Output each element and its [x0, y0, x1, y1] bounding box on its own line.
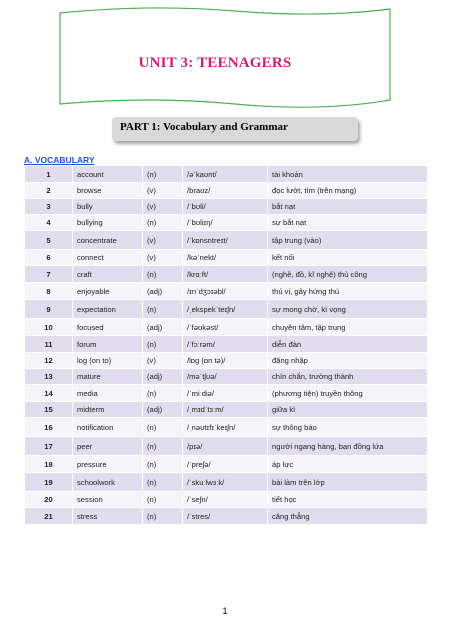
table-row: [25, 166, 428, 183]
meaning: người ngang hàng, bạn đồng lứa: [268, 437, 428, 456]
meaning: đăng nhập: [268, 353, 428, 369]
pronunciation: /ˌekspekˈteɪʃn/: [183, 300, 268, 319]
table-row: [25, 456, 428, 473]
vocab-word: media: [73, 385, 143, 402]
meaning: đọc lướt, tìm (trên mạng): [268, 183, 428, 199]
table-row: [25, 183, 428, 199]
pronunciation: /braʊz/: [183, 183, 268, 199]
row-number: 1: [25, 166, 73, 183]
table-row: [25, 319, 428, 336]
row-number: 15: [25, 402, 73, 418]
meaning: (phương tiện) truyền thông: [268, 385, 428, 402]
table-row: [25, 473, 428, 492]
vocab-word: expectation: [73, 300, 143, 319]
vocab-word: pressure: [73, 456, 143, 473]
row-number: 4: [25, 215, 73, 231]
row-number: 6: [25, 250, 73, 266]
part-of-speech: (n): [143, 492, 183, 508]
meaning: chuyên tâm, tập trung: [268, 319, 428, 336]
meaning: sự bắt nạt: [268, 215, 428, 231]
pronunciation: /ˈkɒnsntreɪt/: [183, 231, 268, 250]
part-of-speech: (adj): [143, 402, 183, 418]
pronunciation: /ˌmɪdˈtɜːm/: [183, 402, 268, 418]
pronunciation: /lɒg (ɒn tə)/: [183, 353, 268, 369]
row-number: 13: [25, 369, 73, 385]
row-number: 21: [25, 508, 73, 525]
meaning: tài khoản: [268, 166, 428, 183]
vocab-word: connect: [73, 250, 143, 266]
row-number: 9: [25, 300, 73, 319]
table-row: [25, 437, 428, 456]
table-row: [25, 199, 428, 215]
part-of-speech: (n): [143, 473, 183, 492]
meaning: tiết học: [268, 492, 428, 508]
vocab-word: schoolwork: [73, 473, 143, 492]
pronunciation: /ˈbʊli/: [183, 199, 268, 215]
vocab-word: browse: [73, 183, 143, 199]
row-number: 20: [25, 492, 73, 508]
meaning: sự thông báo: [268, 418, 428, 437]
vocabulary-table: [24, 165, 428, 525]
pronunciation: /kəˈnekt/: [183, 250, 268, 266]
part-of-speech: (n): [143, 215, 183, 231]
row-number: 14: [25, 385, 73, 402]
pronunciation: /pɪə/: [183, 437, 268, 456]
row-number: 18: [25, 456, 73, 473]
pronunciation: /ˈseʃn/: [183, 492, 268, 508]
pronunciation: /ˈbʊliɪŋ/: [183, 215, 268, 231]
table-row: [25, 300, 428, 319]
part-of-speech: (n): [143, 418, 183, 437]
meaning: sự mong chờ, kì vọng: [268, 300, 428, 319]
part-of-speech: (adj): [143, 369, 183, 385]
part-of-speech: (n): [143, 336, 183, 353]
pronunciation: /əˈkaʊnt/: [183, 166, 268, 183]
pronunciation: /məˈtʃʊə/: [183, 369, 268, 385]
part-of-speech: (n): [143, 166, 183, 183]
vocab-word: session: [73, 492, 143, 508]
vocab-word: focused: [73, 319, 143, 336]
pronunciation: /ˈstres/: [183, 508, 268, 525]
meaning: (nghề, đồ, kĩ nghệ) thủ công: [268, 266, 428, 283]
row-number: 5: [25, 231, 73, 250]
part-of-speech: (adj): [143, 319, 183, 336]
vocab-word: account: [73, 166, 143, 183]
vocab-word: craft: [73, 266, 143, 283]
part-of-speech: (n): [143, 508, 183, 525]
pronunciation: /ˈfəʊkəst/: [183, 319, 268, 336]
part-of-speech: (n): [143, 266, 183, 283]
vocab-word: bully: [73, 199, 143, 215]
part-heading-box: [112, 117, 358, 141]
vocab-word: mature: [73, 369, 143, 385]
part-of-speech: (n): [143, 385, 183, 402]
pronunciation: /ˈskuːlwɜːk/: [183, 473, 268, 492]
row-number: 17: [25, 437, 73, 456]
page-number: 1: [222, 606, 228, 616]
pronunciation: /ɪnˈdʒɔɪəbl/: [183, 283, 268, 300]
table-row: [25, 266, 428, 283]
part-of-speech: (v): [143, 183, 183, 199]
part-of-speech: (v): [143, 250, 183, 266]
meaning: kết nối: [268, 250, 428, 266]
unit-title: UNIT 3: TEENAGERS: [138, 55, 292, 71]
table-row: [25, 250, 428, 266]
pronunciation: /ˈmiːdiə/: [183, 385, 268, 402]
vocab-word: enjoyable: [73, 283, 143, 300]
table-row: [25, 283, 428, 300]
table-row: [25, 385, 428, 402]
vocab-word: bullying: [73, 215, 143, 231]
pronunciation: /ˌnəʊtɪfɪˈkeɪʃn/: [183, 418, 268, 437]
pronunciation: /ˈpreʃə/: [183, 456, 268, 473]
part-of-speech: (v): [143, 199, 183, 215]
meaning: căng thẳng: [268, 508, 428, 525]
row-number: 12: [25, 353, 73, 369]
row-number: 10: [25, 319, 73, 336]
meaning: chín chắn, trưởng thành: [268, 369, 428, 385]
pronunciation: /ˈfɔːrəm/: [183, 336, 268, 353]
row-number: 3: [25, 199, 73, 215]
vocab-word: stress: [73, 508, 143, 525]
meaning: diễn đàn: [268, 336, 428, 353]
row-number: 2: [25, 183, 73, 199]
table-row: [25, 492, 428, 508]
meaning: bài làm trên lớp: [268, 473, 428, 492]
row-number: 16: [25, 418, 73, 437]
part-of-speech: (v): [143, 231, 183, 250]
table-row: [25, 353, 428, 369]
pronunciation: /krɑːft/: [183, 266, 268, 283]
part-heading: PART 1: Vocabulary and Grammar: [120, 121, 288, 133]
table-row: [25, 336, 428, 353]
vocab-word: forum: [73, 336, 143, 353]
vocab-word: concentrate: [73, 231, 143, 250]
row-number: 7: [25, 266, 73, 283]
part-of-speech: (n): [143, 437, 183, 456]
meaning: bắt nạt: [268, 199, 428, 215]
part-of-speech: (v): [143, 353, 183, 369]
row-number: 11: [25, 336, 73, 353]
part-of-speech: (n): [143, 456, 183, 473]
row-number: 8: [25, 283, 73, 300]
part-of-speech: (n): [143, 300, 183, 319]
vocab-word: log (on to): [73, 353, 143, 369]
vocab-word: notification: [73, 418, 143, 437]
section-heading: A. VOCABULARY: [24, 155, 95, 165]
vocab-word: midterm: [73, 402, 143, 418]
meaning: thú vị, gây hứng thú: [268, 283, 428, 300]
row-number: 19: [25, 473, 73, 492]
meaning: giữa kì: [268, 402, 428, 418]
title-banner: [0, 0, 450, 120]
part-of-speech: (adj): [143, 283, 183, 300]
meaning: áp lực: [268, 456, 428, 473]
table-row: [25, 402, 428, 418]
table-row: [25, 508, 428, 525]
table-row: [25, 369, 428, 385]
meaning: tập trung (vào): [268, 231, 428, 250]
vocab-word: peer: [73, 437, 143, 456]
table-row: [25, 215, 428, 231]
table-row: [25, 418, 428, 437]
table-row: [25, 231, 428, 250]
